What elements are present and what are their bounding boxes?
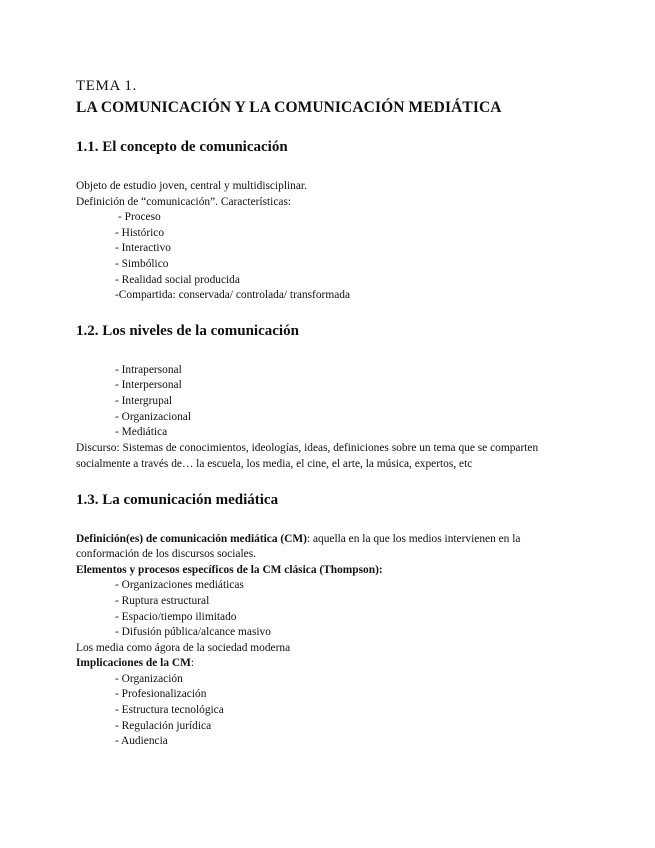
list-item: - Difusión pública/alcance masivo bbox=[115, 626, 271, 638]
list-item: - Interactivo bbox=[115, 242, 171, 254]
definition-paragraph bbox=[76, 532, 520, 548]
definition-line-2: conformación de los discursos sociales. bbox=[76, 548, 256, 560]
list-item: - Ruptura estructural bbox=[115, 595, 210, 607]
list-item: - Espacio/tiempo ilimitado bbox=[115, 611, 237, 623]
list-item: - Estructura tecnológica bbox=[115, 704, 224, 716]
agora-line: Los media como ágora de la sociedad moderna bbox=[76, 642, 291, 654]
list-item: - Organizaciones mediáticas bbox=[115, 579, 244, 591]
definition-label: Definición(es) de comunicación mediática (CM) bbox=[76, 533, 307, 545]
section-2-title: 1.2. Los niveles de la comunicación bbox=[76, 323, 299, 339]
elements-label: Elementos y procesos específicos de la CM clásica (Thompson): bbox=[76, 564, 383, 576]
list-item: - Histórico bbox=[115, 227, 165, 239]
list-item: - Proceso bbox=[118, 211, 161, 223]
discourse-line-2: socialmente a través de… la escuela, los media, el cine, el arte, la música, expertos, etc bbox=[76, 458, 473, 470]
list-item: - Organizacional bbox=[115, 411, 192, 423]
implications-colon: : bbox=[190, 657, 195, 669]
definition-text: : aquella en la que los medios intervienen en la bbox=[306, 533, 521, 545]
implications-line bbox=[76, 656, 194, 672]
section-1-definition: Definición de “comunicación”. Características: bbox=[76, 196, 292, 208]
list-item: -Compartida: conservada/ controlada/ transformada bbox=[115, 289, 350, 301]
list-item: - Realidad social producida bbox=[115, 274, 240, 286]
tema-heading: TEMA 1. bbox=[76, 78, 137, 94]
list-item: - Simbólico bbox=[115, 258, 169, 270]
list-item: - Profesionalización bbox=[115, 688, 207, 700]
list-item: - Audiencia bbox=[115, 735, 168, 747]
list-item: - Organización bbox=[115, 673, 183, 685]
list-item: - Regulación jurídica bbox=[115, 720, 212, 732]
list-item: - Intergrupal bbox=[115, 395, 173, 407]
section-1-title: 1.1. El concepto de comunicación bbox=[76, 139, 288, 155]
document-title: LA COMUNICACIÓN Y LA COMUNICACIÓN MEDIÁTICA bbox=[76, 99, 502, 116]
list-item: - Intrapersonal bbox=[115, 364, 182, 376]
list-item: - Mediática bbox=[115, 426, 168, 438]
implications-label: Implicaciones de la CM bbox=[76, 657, 191, 669]
list-item: - Interpersonal bbox=[115, 379, 182, 391]
discourse-line-1: Discurso: Sistemas de conocimientos, ideologías, ideas, definiciones sobre un tema que se comparten bbox=[76, 442, 539, 454]
section-1-intro: Objeto de estudio joven, central y multidisciplinar. bbox=[76, 180, 307, 192]
section-3-title: 1.3. La comunicación mediática bbox=[76, 492, 279, 508]
